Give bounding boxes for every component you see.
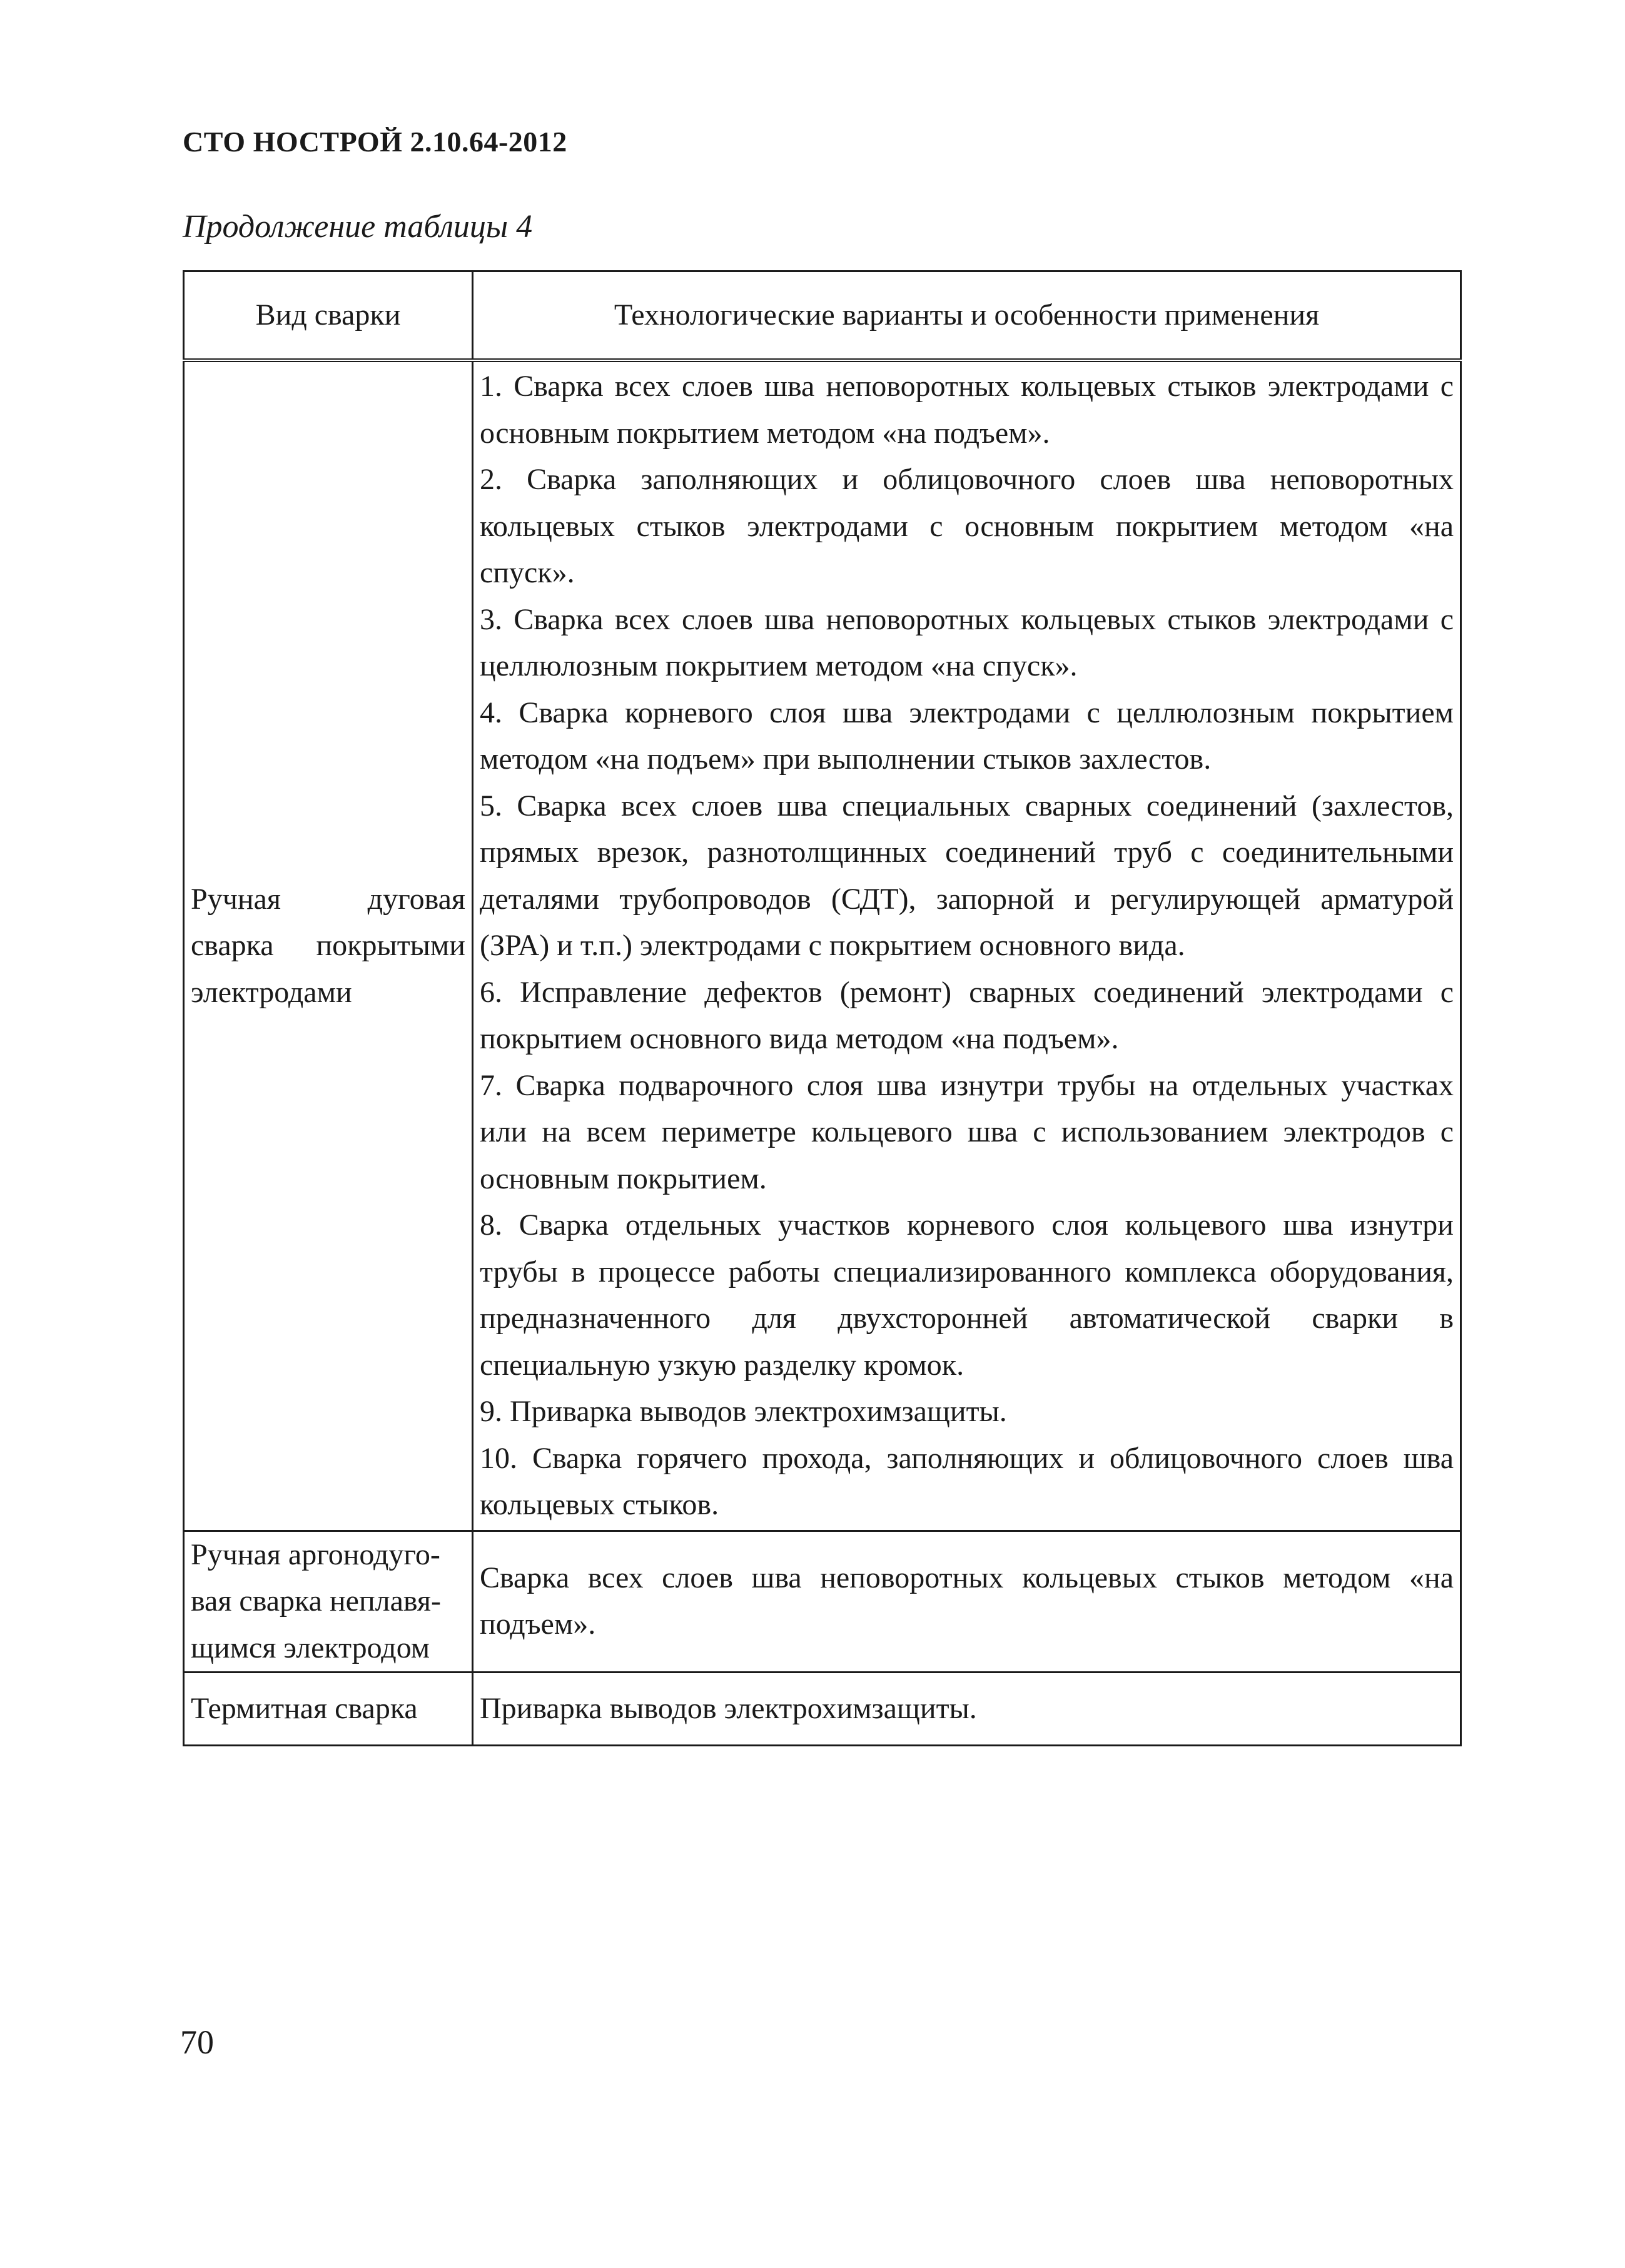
document-code: СТО НОСТРОЙ 2.10.64-2012	[183, 126, 567, 158]
list-item: 6. Исправление дефектов (ремонт) сварных соединений электродами с покрытием основного вида методом «на подъем».	[480, 975, 1454, 1055]
variant-text: Сварка всех слоев шва неповоротных кольцевых стыков методом «на подъем».	[480, 1561, 1454, 1641]
table-header-row	[184, 271, 1461, 361]
type-line: Ручная дуговая	[191, 882, 465, 916]
column-header-variants: Технологические варианты и особенности применения	[473, 271, 1461, 361]
list-item: 2. Сварка заполняющих и облицовочного слоев шва неповоротных кольцевых стыков электродами с основным покрытием методом «на спуск».	[480, 463, 1454, 589]
cell-welding-type-argon-arc	[184, 1531, 473, 1673]
list-item: 9. Приварка выводов электрохимзащиты.	[480, 1395, 1007, 1428]
cell-variants-argon-arc	[473, 1531, 1461, 1673]
type-line: Ручная аргонодуго-	[191, 1537, 440, 1571]
welding-types-table	[183, 270, 1462, 1746]
list-item: 8. Сварка отдельных участков корневого слоя кольцевого шва изнутри трубы в процессе работы специализированного комплекса оборудования, предназначенного для двухсторонней автоматической сварки в специальную узкую разделку кромок.	[480, 1208, 1454, 1382]
table-row-thermite	[184, 1673, 1461, 1746]
cell-welding-type-thermite: Термитная сварка	[184, 1673, 473, 1746]
cell-variants-manual-arc	[473, 360, 1461, 1531]
list-item: 7. Сварка подварочного слоя шва изнутри трубы на отдельных участках или на всем периметре кольцевого шва с использованием электродов с основным покрытием.	[480, 1068, 1454, 1195]
cell-welding-type-manual-arc	[184, 360, 473, 1531]
type-line: щимся электродом	[191, 1631, 430, 1664]
column-header-welding-type: Вид сварки	[184, 271, 473, 361]
list-item: 1. Сварка всех слоев шва неповоротных кольцевых стыков электродами с основным покрытием методом «на подъем».	[480, 370, 1454, 450]
page-number: 70	[180, 2023, 214, 2061]
variant-text: Приварка выводов электрохимзащиты.	[480, 1691, 977, 1725]
list-item: 10. Сварка горячего прохода, заполняющих и облицовочного слоев шва кольцевых стыков.	[480, 1441, 1454, 1521]
cell-variants-thermite	[473, 1673, 1461, 1746]
table-caption: Продолжение таблицы 4	[183, 209, 533, 245]
list-item: 5. Сварка всех слоев шва специальных сварных соединений (захлестов, прямых врезок, разнотолщинных соединений труб с соединительными деталями трубопроводов (СДТ), запорной и регулирующей арматурой (ЗРА) и т.п.) электродами с покрытием основного вида.	[480, 789, 1454, 962]
list-item: 4. Сварка корневого слоя шва электродами с целлюлозным покрытием методом «на подъем» при выполнении стыков захлестов.	[480, 696, 1454, 776]
type-line: сварка покрытыми	[191, 929, 465, 962]
table-row-manual-arc	[184, 360, 1461, 1531]
list-item: 3. Сварка всех слоев шва неповоротных кольцевых стыков электродами с целлюлозным покрытием методом «на спуск».	[480, 602, 1454, 682]
table-row-argon-arc	[184, 1531, 1461, 1673]
type-line: вая сварка неплавя-	[191, 1584, 441, 1617]
type-line: электродами	[191, 975, 352, 1009]
